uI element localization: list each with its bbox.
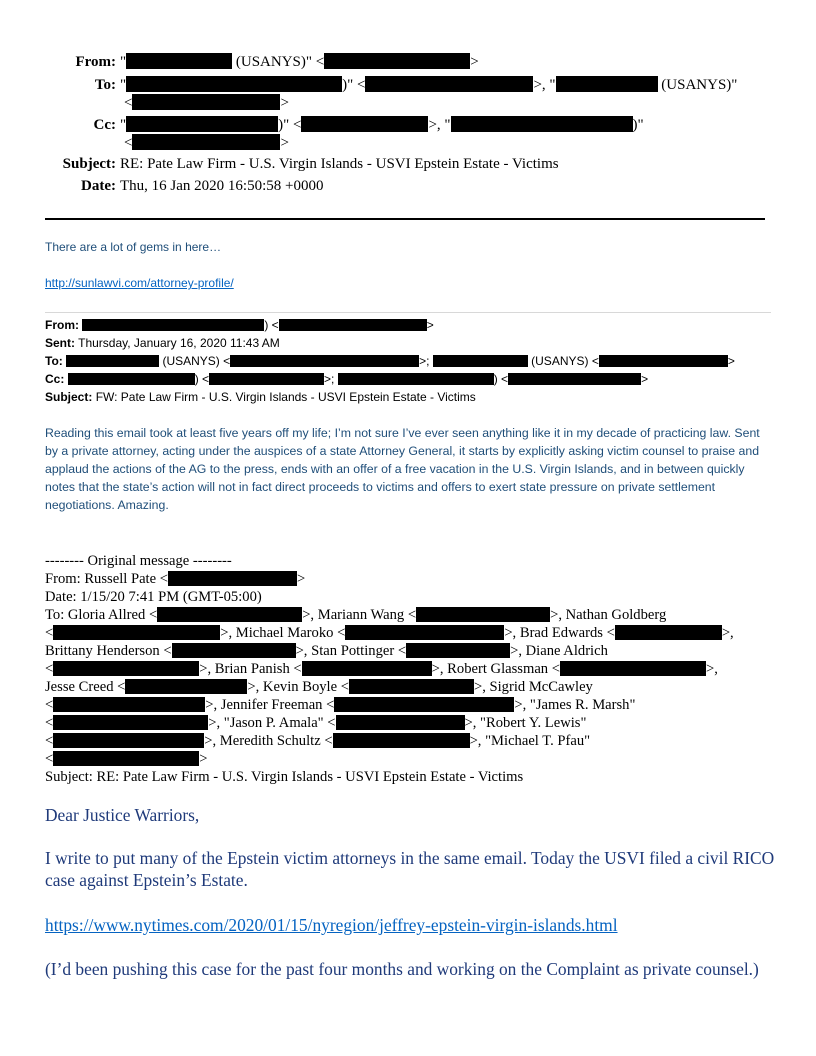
text-fragment: >, Sigrid McCawley bbox=[473, 679, 593, 695]
redaction-block bbox=[132, 94, 280, 110]
header-divider bbox=[45, 218, 765, 220]
fw-comment: Reading this email took at least five years off my life; I’m not sure I’ve ever seen anything like it in my decade of practicing law. Sent by a private attorney, acting under the auspices of a state Attorney General, it starts by explicitly asking victim counsel to praise and applaud the actions of the AG to the press, ends with an offer of a free vacation in the U.S. Virgin Islands, and in between quickly notes that the state’s action will not in fact direct proceeds to victims and offers to exert state pressure on private settlement negotiations. Amazing. bbox=[45, 426, 760, 512]
redaction-block bbox=[53, 733, 204, 748]
original-line: Date: 1/15/20 7:41 PM (GMT-05:00) bbox=[45, 589, 262, 605]
text-fragment: < bbox=[45, 715, 54, 731]
text-fragment: < bbox=[45, 697, 54, 713]
header-cc-cont bbox=[0, 134, 289, 152]
text-fragment: >; bbox=[419, 354, 433, 368]
redaction-block bbox=[416, 607, 550, 622]
text-fragment: )" bbox=[632, 116, 644, 133]
text-fragment: >; bbox=[324, 372, 338, 386]
text-fragment: > bbox=[280, 134, 289, 151]
redaction-block bbox=[324, 53, 470, 69]
text-fragment: < bbox=[45, 661, 54, 677]
letter-paragraph-1: I write to put many of the Epstein victim attorneys in the same email. Today the USVI filed a civil RICO case against Epstein’s Estate. bbox=[45, 848, 775, 890]
cc-label: Cc: bbox=[93, 116, 116, 133]
original-line bbox=[45, 696, 734, 714]
to-value bbox=[120, 77, 737, 93]
original-line bbox=[45, 732, 734, 750]
text-fragment: < bbox=[45, 733, 54, 749]
redaction-block bbox=[53, 697, 205, 712]
original-line: Subject: RE: Pate Law Firm - U.S. Virgin Islands - USVI Epstein Estate - Victims bbox=[45, 769, 524, 785]
fw-to-value bbox=[63, 354, 735, 368]
forward-divider bbox=[45, 312, 771, 313]
redaction-block bbox=[599, 355, 728, 368]
reply-text: There are a lot of gems in here… bbox=[45, 240, 222, 254]
redaction-block bbox=[451, 116, 633, 132]
text-fragment: >, Robert Glassman < bbox=[431, 661, 560, 677]
to-value-cont bbox=[0, 95, 289, 111]
fw-from bbox=[45, 316, 434, 334]
original-line bbox=[45, 750, 734, 768]
text-fragment: >, "Jason P. Amala" < bbox=[208, 715, 336, 731]
redaction-block bbox=[53, 661, 199, 676]
text-fragment: >, " bbox=[533, 76, 556, 93]
original-line bbox=[45, 714, 734, 732]
fw-from-value bbox=[79, 318, 434, 332]
header-from bbox=[0, 53, 479, 71]
text-fragment: < bbox=[45, 751, 54, 767]
redaction-block bbox=[302, 661, 432, 676]
letter-paragraph-2: (I’d been pushing this case for the past four months and working on the Complaint as private counsel.) bbox=[45, 959, 759, 979]
text-fragment: (USANYS)" bbox=[657, 76, 738, 93]
fw-to bbox=[45, 352, 735, 370]
header-cc bbox=[0, 116, 644, 134]
text-fragment: >, Meredith Schultz < bbox=[204, 733, 333, 749]
redaction-block bbox=[126, 76, 342, 92]
original-line bbox=[45, 570, 734, 588]
text-fragment: > bbox=[470, 53, 479, 70]
original-message-header bbox=[45, 552, 734, 786]
redaction-block bbox=[508, 373, 641, 386]
text-fragment: " bbox=[120, 76, 127, 93]
text-fragment: Brittany Henderson < bbox=[45, 643, 172, 659]
text-fragment: >, "James R. Marsh" bbox=[514, 697, 636, 713]
redaction-block bbox=[334, 697, 514, 712]
header-to bbox=[0, 76, 737, 94]
fw-sent bbox=[45, 334, 280, 352]
text-fragment: >, Stan Pottinger < bbox=[295, 643, 407, 659]
header-to-cont bbox=[0, 94, 289, 112]
redaction-block bbox=[556, 76, 658, 92]
text-fragment: > bbox=[296, 571, 306, 587]
redaction-block bbox=[338, 373, 494, 386]
cc-value bbox=[120, 117, 644, 133]
redaction-block bbox=[172, 643, 296, 658]
redaction-block bbox=[349, 679, 474, 694]
text-fragment: >, Jennifer Freeman < bbox=[205, 697, 335, 713]
header-subject bbox=[0, 156, 559, 173]
text-fragment: > bbox=[280, 94, 289, 111]
from-label: From: bbox=[75, 53, 116, 70]
text-fragment: " bbox=[120, 116, 127, 133]
original-line bbox=[45, 642, 734, 660]
text-fragment: < bbox=[45, 625, 54, 641]
redaction-block bbox=[168, 571, 297, 586]
redaction-block bbox=[68, 373, 195, 386]
fw-cc-label: Cc: bbox=[45, 372, 65, 386]
fw-cc bbox=[45, 370, 648, 388]
text-fragment: >, " bbox=[428, 116, 451, 133]
redaction-block bbox=[336, 715, 465, 730]
redaction-block bbox=[433, 355, 528, 368]
redaction-block bbox=[132, 134, 280, 150]
redaction-block bbox=[126, 116, 278, 132]
redaction-block bbox=[53, 751, 199, 766]
subject-value: RE: Pate Law Firm - U.S. Virgin Islands - USVI Epstein Estate - Victims bbox=[120, 156, 559, 172]
text-fragment: >, Diane Aldrich bbox=[510, 643, 608, 659]
from-value bbox=[120, 54, 479, 70]
header-date bbox=[0, 178, 323, 195]
text-fragment: >, bbox=[721, 625, 734, 641]
fw-sent-value: Thursday, January 16, 2020 11:43 AM bbox=[78, 336, 280, 350]
nytimes-link[interactable]: https://www.nytimes.com/2020/01/15/nyregion/jeffrey-epstein-virgin-islands.html bbox=[45, 915, 618, 935]
fw-cc-value bbox=[64, 372, 648, 386]
redaction-block bbox=[615, 625, 722, 640]
fw-to-label: To: bbox=[45, 354, 63, 368]
text-fragment: " bbox=[120, 53, 127, 70]
redaction-block bbox=[125, 679, 247, 694]
text-fragment: >, Kevin Boyle < bbox=[247, 679, 349, 695]
redaction-block bbox=[157, 607, 302, 622]
text-fragment: > bbox=[426, 318, 434, 332]
cc-value-cont bbox=[0, 135, 289, 151]
text-fragment: ) < bbox=[493, 372, 509, 386]
redaction-block bbox=[126, 53, 232, 69]
text-fragment: > bbox=[641, 372, 649, 386]
text-fragment: >, Brad Edwards < bbox=[504, 625, 615, 641]
text-fragment: < bbox=[124, 94, 133, 111]
redaction-block bbox=[209, 373, 324, 386]
fw-from-label: From: bbox=[45, 318, 79, 332]
text-fragment: To: Gloria Allred < bbox=[45, 607, 158, 623]
text-fragment: >, "Michael T. Pfau" bbox=[469, 733, 591, 749]
fw-subject bbox=[45, 388, 476, 406]
text-fragment: > bbox=[199, 751, 208, 767]
redaction-block bbox=[365, 76, 533, 92]
redaction-block bbox=[53, 715, 208, 730]
fw-subject-value: FW: Pate Law Firm - U.S. Virgin Islands - USVI Epstein Estate - Victims bbox=[95, 390, 476, 404]
redaction-block bbox=[345, 625, 504, 640]
subject-label: Subject: bbox=[62, 156, 116, 172]
redaction-block bbox=[230, 355, 419, 368]
original-line: -------- Original message -------- bbox=[45, 553, 232, 569]
text-fragment: >, bbox=[705, 661, 718, 677]
text-fragment: ) < bbox=[194, 372, 210, 386]
to-label: To: bbox=[94, 76, 116, 93]
redaction-block bbox=[406, 643, 510, 658]
text-fragment: (USANYS) < bbox=[527, 354, 599, 368]
text-fragment: Jesse Creed < bbox=[45, 679, 126, 695]
original-line bbox=[45, 606, 734, 624]
text-fragment: >, Nathan Goldberg bbox=[550, 607, 667, 623]
text-fragment: )" < bbox=[278, 116, 302, 133]
redaction-block bbox=[279, 319, 427, 332]
greeting: Dear Justice Warriors, bbox=[45, 805, 200, 825]
redaction-block bbox=[301, 116, 428, 132]
redaction-block bbox=[82, 319, 264, 332]
fw-subject-label: Subject: bbox=[45, 390, 93, 404]
text-fragment: From: Russell Pate < bbox=[45, 571, 168, 587]
fw-sent-label: Sent: bbox=[45, 336, 75, 350]
attorney-profile-link[interactable]: http://sunlawvi.com/attorney-profile/ bbox=[45, 276, 234, 290]
text-fragment: >, "Robert Y. Lewis" bbox=[464, 715, 587, 731]
original-line bbox=[45, 678, 734, 696]
date-value: Thu, 16 Jan 2020 16:50:58 +0000 bbox=[120, 178, 324, 194]
text-fragment: >, Brian Panish < bbox=[199, 661, 302, 677]
text-fragment: (USANYS) < bbox=[159, 354, 231, 368]
redaction-block bbox=[333, 733, 470, 748]
text-fragment: < bbox=[124, 134, 133, 151]
redaction-block bbox=[53, 625, 220, 640]
text-fragment: ) < bbox=[264, 318, 279, 332]
date-label: Date: bbox=[81, 178, 116, 194]
original-line bbox=[45, 624, 734, 642]
original-line bbox=[45, 660, 734, 678]
redaction-block bbox=[66, 355, 159, 368]
text-fragment: > bbox=[727, 354, 735, 368]
text-fragment: >, Mariann Wang < bbox=[302, 607, 417, 623]
text-fragment: >, Michael Maroko < bbox=[220, 625, 346, 641]
redaction-block bbox=[560, 661, 706, 676]
text-fragment: )" < bbox=[342, 76, 366, 93]
text-fragment: (USANYS)" < bbox=[232, 53, 325, 70]
